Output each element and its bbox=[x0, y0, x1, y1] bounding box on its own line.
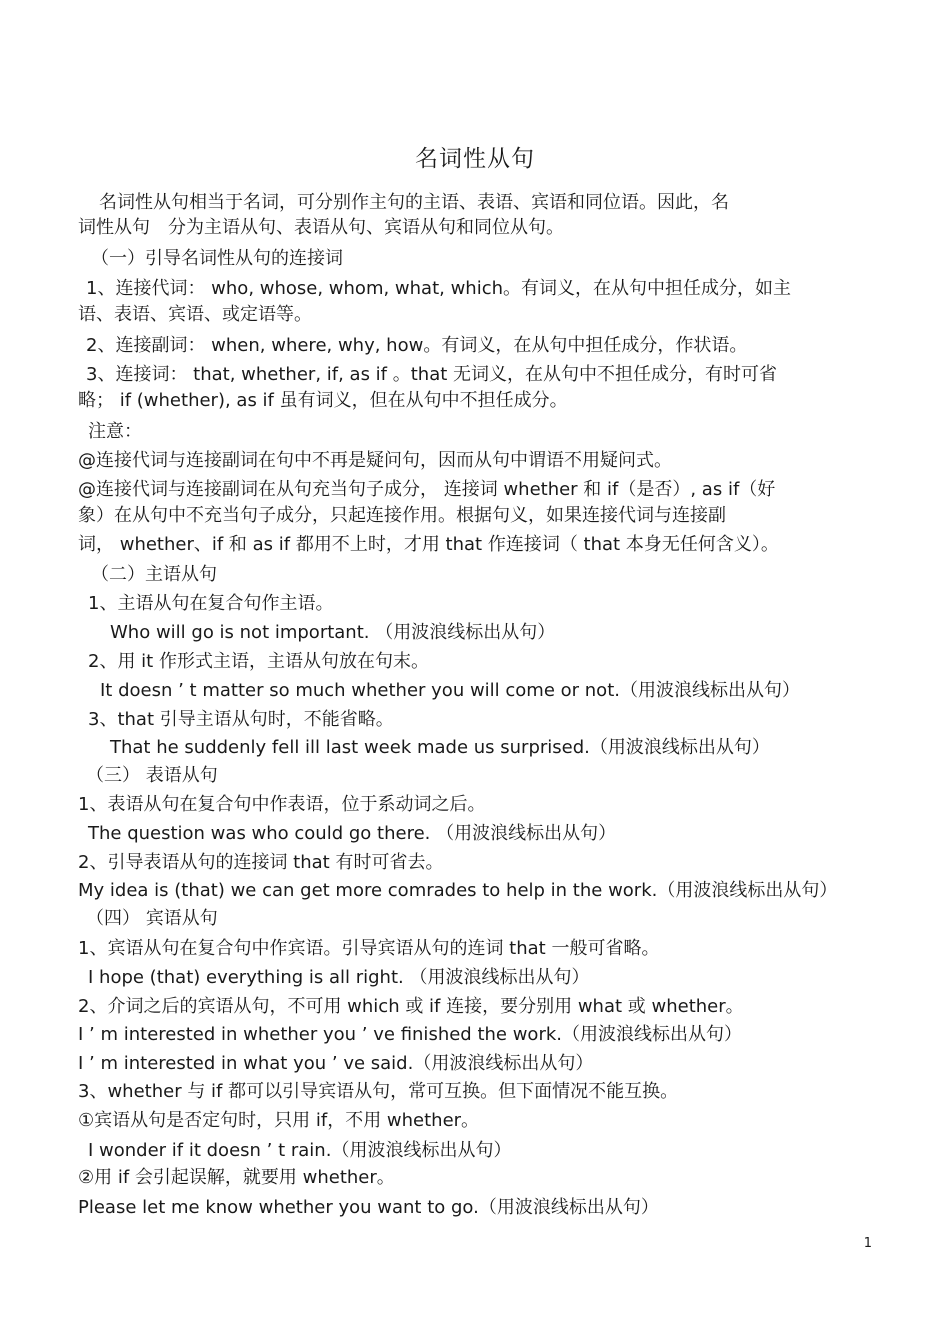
paragraph-line: 1、连接代词： who, whose, whom, what, which。有词义，在从句中担任成分，如主 bbox=[86, 278, 792, 299]
paragraph-line: @连接代词与连接副词在从句充当句子成分， 连接词 whether 和 if（是否）, as if（好 bbox=[78, 479, 776, 500]
paragraph-line: ①宾语从句是否定句时，只用 if，不用 whether。 bbox=[78, 1110, 480, 1131]
example-sentence: I hope (that) everything is all right. （用波浪线标出从句） bbox=[88, 967, 590, 988]
paragraph-line: @连接代词与连接副词在句中不再是疑问句，因而从句中谓语不用疑问式。 bbox=[78, 450, 672, 471]
paragraph-line: 2、介词之后的宾语从句，不可用 which 或 if 连接，要分别用 what 或 whether。 bbox=[78, 996, 744, 1017]
paragraph-line: ②用 if 会引起误解，就要用 whether。 bbox=[78, 1167, 395, 1188]
example-sentence: My idea is (that) we can get more comrades to help in the work.（用波浪线标出从句） bbox=[78, 880, 838, 901]
paragraph-line: 1、表语从句在复合句中作表语，位于系动词之后。 bbox=[78, 794, 486, 815]
paragraph-line: 词， whether、if 和 as if 都用不上时，才用 that 作连接词（ that 本身无任何含义）。 bbox=[78, 534, 779, 555]
paragraph-line: 语、表语、宾语、或定语等。 bbox=[78, 304, 312, 325]
paragraph-line: 3、连接词： that, whether, if, as if 。that 无词义，在从句中不担任成分，有时可省 bbox=[86, 364, 778, 385]
paragraph-line: 2、用 it 作形式主语，主语从句放在句末。 bbox=[88, 651, 429, 672]
paragraph-line: 2、引导表语从句的连接词 that 有时可省去。 bbox=[78, 852, 444, 873]
page-number: 1 bbox=[863, 1236, 872, 1251]
note-label: 注意： bbox=[88, 421, 142, 442]
section-heading: （一）引导名词性从句的连接词 bbox=[91, 248, 343, 269]
example-sentence: It doesn ’ t matter so much whether you will come or not.（用波浪线标出从句） bbox=[100, 680, 800, 701]
section-heading: （四） 宾语从句 bbox=[86, 908, 218, 929]
paragraph-line: 1、主语从句在复合句作主语。 bbox=[88, 593, 334, 614]
paragraph-line: 名词性从句相当于名词，可分别作主句的主语、表语、宾语和同位语。因此，名 bbox=[99, 192, 729, 213]
section-heading: （二）主语从句 bbox=[91, 564, 217, 585]
paragraph-line: 1、宾语从句在复合句中作宾语。引导宾语从句的连词 that 一般可省略。 bbox=[78, 938, 660, 959]
section-heading: （三） 表语从句 bbox=[86, 765, 218, 786]
example-sentence: That he suddenly fell ill last week made us surprised.（用波浪线标出从句） bbox=[110, 737, 770, 758]
example-sentence: Who will go is not important. （用波浪线标出从句） bbox=[110, 622, 556, 643]
example-sentence: I ’ m interested in whether you ’ ve finished the work.（用波浪线标出从句） bbox=[78, 1024, 742, 1045]
paragraph-line: 3、that 引导主语从句时，不能省略。 bbox=[88, 709, 394, 730]
example-sentence: Please let me know whether you want to go.（用波浪线标出从句） bbox=[78, 1197, 659, 1218]
example-sentence: I wonder if it doesn ’ t rain.（用波浪线标出从句） bbox=[88, 1140, 512, 1161]
example-sentence: The question was who could go there. （用波浪线标出从句） bbox=[88, 823, 617, 844]
example-sentence: I ’ m interested in what you ’ ve said.（用波浪线标出从句） bbox=[78, 1053, 594, 1074]
paragraph-line: 象）在从句中不充当句子成分，只起连接作用。根据句义，如果连接代词与连接副 bbox=[78, 505, 726, 526]
paragraph-line: 2、连接副词： when, where, why, how。有词义，在从句中担任成分，作状语。 bbox=[86, 335, 748, 356]
paragraph-line: 3、whether 与 if 都可以引导宾语从句，常可互换。但下面情况不能互换。 bbox=[78, 1081, 679, 1102]
document-title: 名词性从句 bbox=[415, 146, 535, 172]
paragraph-line: 词性从句 分为主语从句、表语从句、宾语从句和同位从句。 bbox=[78, 217, 564, 238]
paragraph-line: 略； if (whether), as if 虽有词义，但在从句中不担任成分。 bbox=[78, 390, 568, 411]
